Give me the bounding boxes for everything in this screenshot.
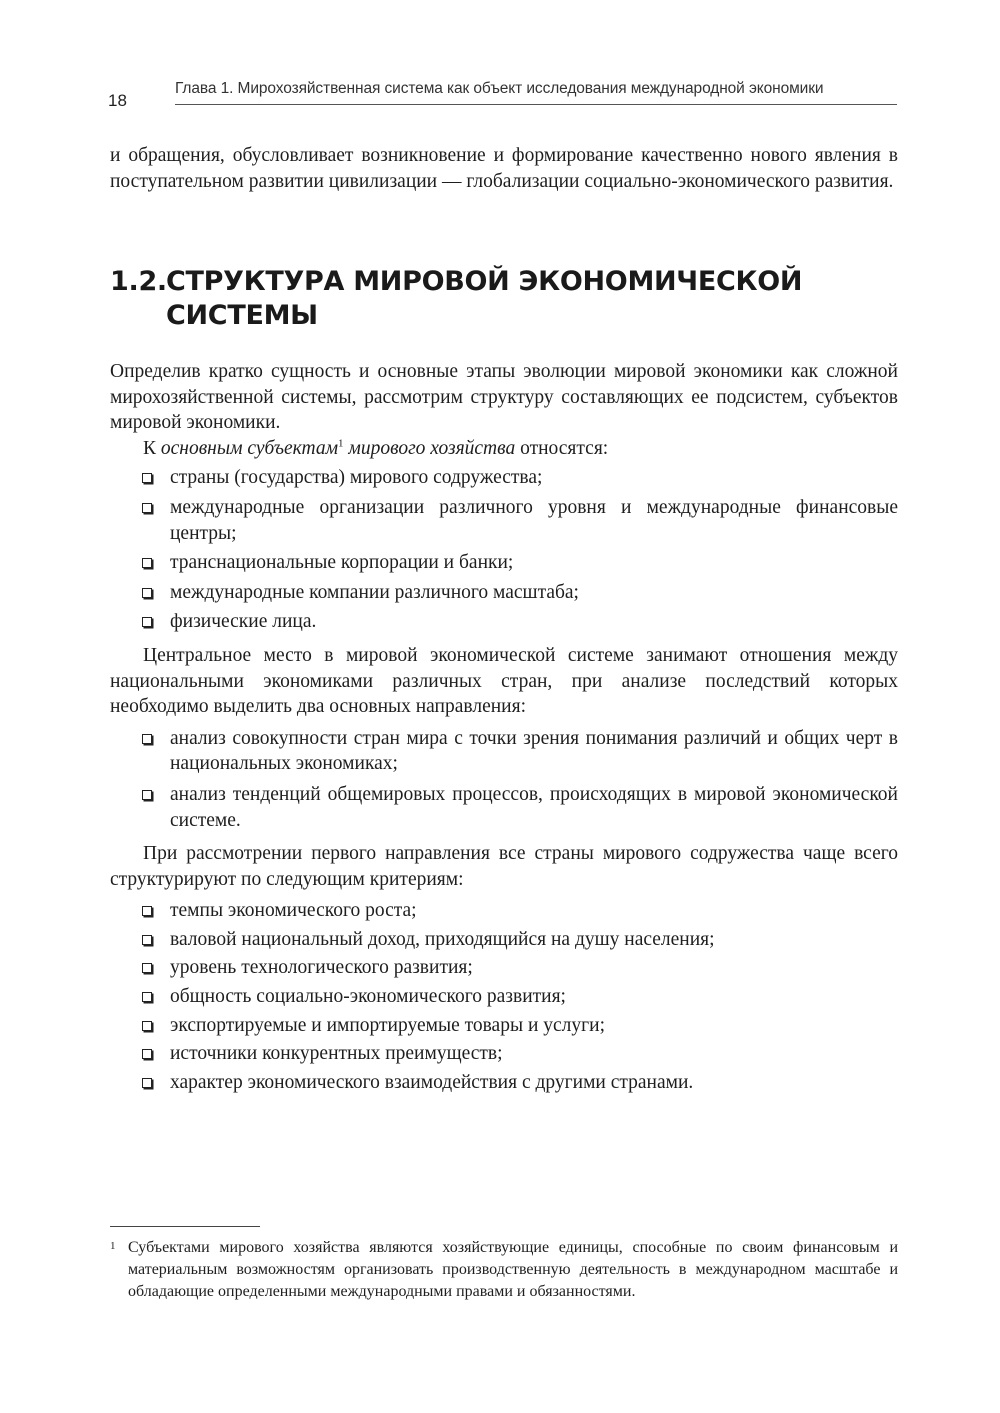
list-item: экспортируемые и импортируемые товары и услуги;	[110, 1013, 898, 1039]
footnote-reference[interactable]: 1	[338, 437, 344, 450]
footnote	[110, 1237, 898, 1303]
running-title: Глава 1. Мирохозяйственная система как объект исследования международной экономики	[175, 80, 824, 97]
paragraph-2-emphasis-1: основным субъектам	[160, 437, 339, 459]
list-item: страны (государства) мирового содружества;	[110, 465, 898, 491]
paragraph-1: Определив кратко сущность и основные этапы эволюции мировой экономики как сложной мирохозяйственной системы, рассмотрим структуру составляющих ее подсистем, субъектов мировой экономики.	[110, 361, 898, 434]
paragraph-2	[110, 436, 898, 462]
checkbox-bullet-icon	[142, 734, 152, 744]
paragraph-2-lead: К	[143, 437, 161, 459]
footnote-divider	[110, 1226, 260, 1227]
paragraph-2-tail: относятся:	[515, 437, 609, 459]
checkbox-bullet-icon	[142, 503, 152, 513]
list-item: уровень технологического развития;	[110, 955, 898, 981]
footnote-text: Субъектами мирового хозяйства являются хозяйствующие единицы, способные по своим финансовым и материальным возможностям организовать производственную деятельность в международном масштабе и обладающие определенными международными правами и обязанностями.	[128, 1239, 898, 1300]
list-item: международные компании различного масштаба;	[110, 580, 898, 606]
checkbox-bullet-icon	[142, 906, 152, 916]
list-item: источники конкурентных преимуществ;	[110, 1041, 898, 1067]
checkbox-bullet-icon	[142, 1078, 152, 1088]
directions-list	[110, 726, 898, 833]
intro-text-block	[110, 143, 898, 194]
intro-paragraph: и обращения, обусловливает возникновение и формирование качественно нового явления в поступательном развитии цивилизации — глобализации социально-экономического развития.	[110, 145, 898, 192]
checkbox-bullet-icon	[142, 473, 152, 483]
checkbox-bullet-icon	[142, 1049, 152, 1059]
checkbox-bullet-icon	[142, 790, 152, 800]
section-heading	[110, 265, 898, 333]
page-number: 18	[108, 91, 127, 110]
list-item: международные организации различного уровня и международные финансовые центры;	[110, 495, 898, 546]
checkbox-bullet-icon	[142, 963, 152, 973]
list-item: темпы экономического роста;	[110, 898, 898, 924]
checkbox-bullet-icon	[142, 558, 152, 568]
subjects-list	[110, 465, 898, 635]
paragraph-3: Центральное место в мировой экономической системе занимают отношения между национальными экономиками различных стран, при анализе последствий которых необходимо выделить два основных направления:	[110, 644, 898, 718]
list-item: характер экономического взаимодействия с другими странами.	[110, 1070, 898, 1096]
criteria-list	[110, 898, 898, 1095]
checkbox-bullet-icon	[142, 588, 152, 598]
list-item: транснациональные корпорации и банки;	[110, 550, 898, 576]
checkbox-bullet-icon	[142, 992, 152, 1002]
section-number: 1.2.	[110, 266, 167, 297]
checkbox-bullet-icon	[142, 935, 152, 945]
list-item: физические лица.	[110, 609, 898, 635]
section-title-line1: СТРУКТУРА МИРОВОЙ ЭКОНОМИЧЕСКОЙ	[166, 266, 803, 297]
checkbox-bullet-icon	[142, 1021, 152, 1031]
paragraph-4: При рассмотрении первого направления все страны мирового содружества чаще всего структурируют по следующим критериям:	[110, 843, 898, 890]
section-title-line2: СИСТЕМЫ	[166, 300, 318, 331]
list-item: анализ тенденций общемировых процессов, происходящих в мировой экономической системе.	[110, 782, 898, 833]
main-text-block	[110, 359, 898, 1095]
list-item: общность социально-экономического развития;	[110, 984, 898, 1010]
paragraph-2-emphasis-2: мирового хозяйства	[343, 437, 516, 459]
footnote-mark: 1	[110, 1240, 116, 1252]
header-divider	[175, 104, 897, 105]
list-item: валовой национальный доход, приходящийся на душу населения;	[110, 927, 898, 953]
checkbox-bullet-icon	[142, 617, 152, 627]
list-item: анализ совокупности стран мира с точки зрения понимания различий и общих черт в национальных экономиках;	[110, 726, 898, 777]
